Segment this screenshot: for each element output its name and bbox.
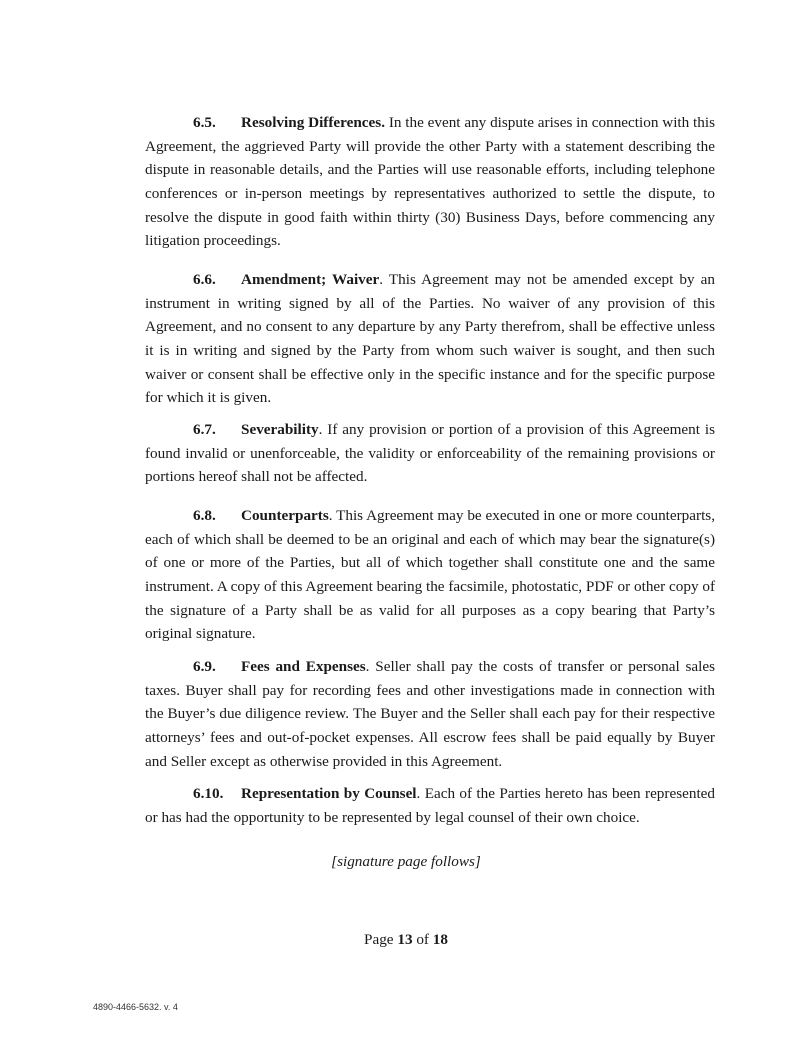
- page-number-prefix: Page: [364, 931, 398, 948]
- section-6-10: [145, 782, 715, 829]
- section-6-9: [145, 655, 715, 773]
- section-text: . Each of the Parties hereto has been represented or has had the opportunity to be represented by legal counsel of their own choice.: [145, 785, 715, 826]
- section-title: Amendment; Waiver: [241, 271, 380, 289]
- signature-page-note: [signature page follows]: [331, 853, 481, 870]
- section-text: . This Agreement may not be amended except by an instrument in writing signed by all of the Parties. No waiver of any provision of this Agreement, and no consent to any departure by any Party therefrom, shall be effective unless it is in writing and signed by the Party from whom such waiver is sought, and then such waiver or consent shall be effective only in the specific instance and for the specific purpose for which it is given.: [145, 271, 716, 407]
- section-text: . This Agreement may be executed in one or more counterparts, each of which shall be deemed to be an original and each of which may bear the signature(s) of one or more of the Parties, but all of which together shall constitute one and the same instrument. A copy of this Agreement bearing the facsimile, photostatic, PDF or other copy of the signature of a Party shall be as valid for all purposes as a copy bearing that Party’s original signature.: [145, 507, 715, 643]
- section-number: 6.6.: [193, 271, 216, 289]
- section-title: Resolving Differences.: [241, 114, 385, 132]
- document-id: 4890-4466-5632. v. 4: [93, 1002, 178, 1012]
- section-text: In the event any dispute arises in connection with this Agreement, the aggrieved Party will provide the other Party with a statement describing the dispute in reasonable details, and the Parties will use reasonable efforts, including telephone conferences or in-person meetings by representatives authorized to settle the dispute, to resolve the dispute in good faith within thirty (30) Business Days, before commencing any litigation proceedings.: [145, 114, 715, 250]
- page-number-total: 18: [432, 931, 448, 948]
- section-6-6: [145, 268, 715, 410]
- section-number: 6.9.: [193, 658, 216, 676]
- section-6-8: [145, 504, 715, 646]
- section-text: . If any provision or portion of a provision of this Agreement is found invalid or unenforceable, the validity or enforceability of the remaining provisions or portions hereof shall not be affected.: [145, 421, 715, 486]
- section-title: Fees and Expenses: [241, 658, 366, 676]
- section-6-7: [145, 418, 715, 489]
- page-number-current: 13: [397, 931, 413, 948]
- section-number: 6.5.: [193, 114, 216, 132]
- section-title: Representation by Counsel: [241, 785, 417, 803]
- section-6-5: [145, 111, 715, 253]
- section-number: 6.7.: [193, 421, 216, 439]
- page-number: [0, 931, 812, 949]
- section-text: . Seller shall pay the costs of transfer or personal sales taxes. Buyer shall pay for recording fees and other investigations made in connection with the Buyer’s due diligence review. The Buyer and the Seller shall each pay for their respective attorneys’ fees and out-of-pocket expenses. All escrow fees shall be paid equally by Buyer and Seller except as otherwise provided in this Agreement.: [145, 658, 716, 770]
- section-title: Severability: [241, 421, 319, 439]
- section-number: 6.8.: [193, 507, 216, 525]
- page-number-middle: of: [412, 931, 433, 948]
- section-number: 6.10.: [193, 785, 224, 803]
- section-title: Counterparts: [241, 507, 329, 525]
